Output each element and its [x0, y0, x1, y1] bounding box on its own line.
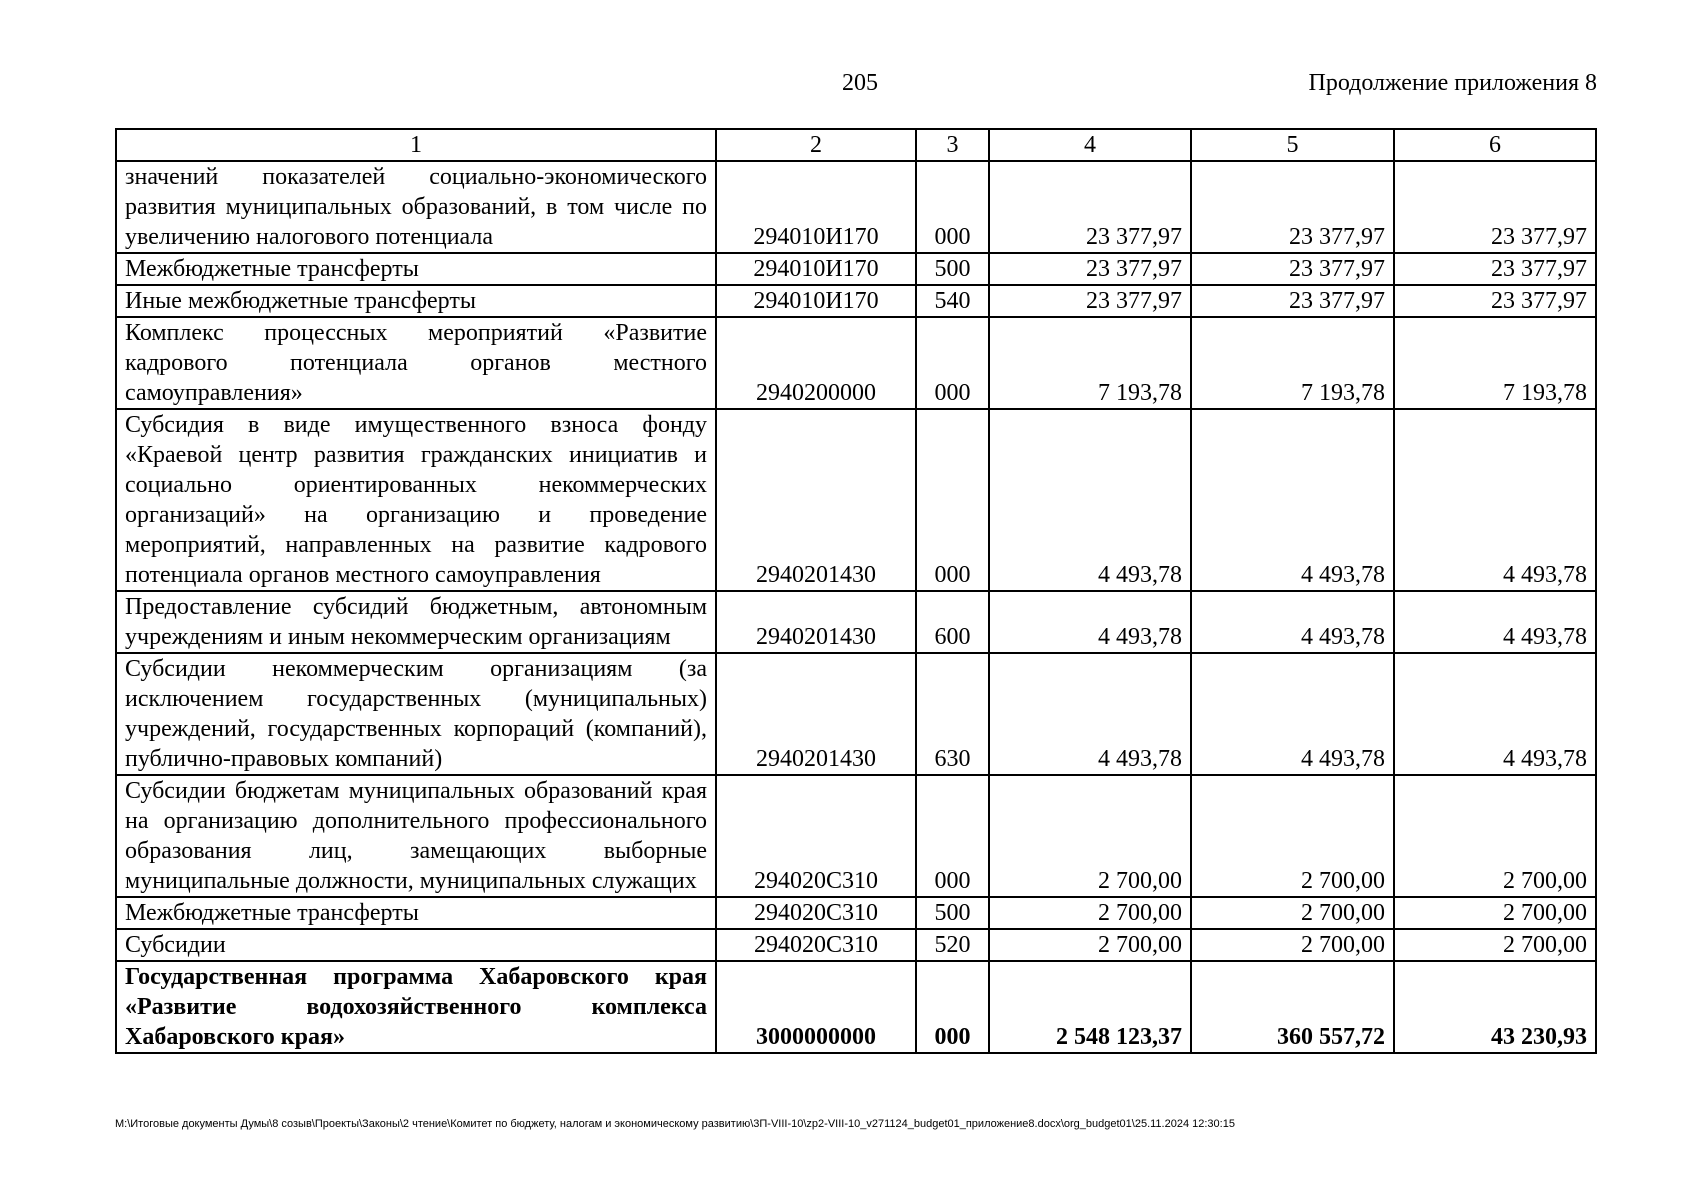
row-description: Государственная программа Хабаровского края «Развитие водохозяйственного комплекса Хабаровского края» — [116, 961, 716, 1053]
table-row — [116, 161, 1596, 253]
amount-col-6: 2 700,00 — [1394, 929, 1596, 961]
amount-col-5: 23 377,97 — [1191, 253, 1394, 285]
amount-col-4: 23 377,97 — [989, 285, 1191, 317]
table-row — [116, 409, 1596, 591]
amount-col-6: 23 377,97 — [1394, 161, 1596, 253]
column-header: 5 — [1191, 129, 1394, 161]
row-description: Субсидии бюджетам муниципальных образований края на организацию дополнительного профессионального образования лиц, замещающих выборные муниципальные должности, муниципальных служащих — [116, 775, 716, 897]
budget-table — [115, 128, 1597, 1054]
column-header: 6 — [1394, 129, 1596, 161]
table-row — [116, 253, 1596, 285]
amount-col-4: 4 493,78 — [989, 409, 1191, 591]
expense-type-code: 500 — [916, 253, 989, 285]
row-description: Субсидии — [116, 929, 716, 961]
amount-col-5: 2 700,00 — [1191, 929, 1394, 961]
amount-col-6: 4 493,78 — [1394, 409, 1596, 591]
amount-col-4: 23 377,97 — [989, 161, 1191, 253]
amount-col-4: 4 493,78 — [989, 653, 1191, 775]
amount-col-6: 43 230,93 — [1394, 961, 1596, 1053]
row-description: Межбюджетные трансферты — [116, 253, 716, 285]
expense-type-code: 000 — [916, 961, 989, 1053]
amount-col-6: 7 193,78 — [1394, 317, 1596, 409]
table-row — [116, 285, 1596, 317]
target-article-code: 294010И170 — [716, 285, 916, 317]
amount-col-6: 2 700,00 — [1394, 897, 1596, 929]
row-description: значений показателей социально-экономического развития муниципальных образований, в том числе по увеличению налогового потенциала — [116, 161, 716, 253]
target-article-code: 2940201430 — [716, 591, 916, 653]
expense-type-code: 540 — [916, 285, 989, 317]
amount-col-6: 2 700,00 — [1394, 775, 1596, 897]
row-description: Комплекс процессных мероприятий «Развитие кадрового потенциала органов местного самоуправления» — [116, 317, 716, 409]
table-row — [116, 653, 1596, 775]
amount-col-5: 7 193,78 — [1191, 317, 1394, 409]
amount-col-5: 2 700,00 — [1191, 775, 1394, 897]
column-header: 4 — [989, 129, 1191, 161]
table-row — [116, 897, 1596, 929]
amount-col-5: 23 377,97 — [1191, 161, 1394, 253]
expense-type-code: 520 — [916, 929, 989, 961]
amount-col-4: 2 700,00 — [989, 897, 1191, 929]
target-article-code: 294010И170 — [716, 161, 916, 253]
expense-type-code: 630 — [916, 653, 989, 775]
amount-col-5: 4 493,78 — [1191, 653, 1394, 775]
page-number: 205 — [842, 70, 878, 96]
target-article-code: 3000000000 — [716, 961, 916, 1053]
amount-col-4: 2 700,00 — [989, 775, 1191, 897]
column-header: 1 — [116, 129, 716, 161]
amount-col-6: 23 377,97 — [1394, 285, 1596, 317]
amount-col-6: 23 377,97 — [1394, 253, 1596, 285]
expense-type-code: 500 — [916, 897, 989, 929]
amount-col-5: 4 493,78 — [1191, 591, 1394, 653]
amount-col-5: 360 557,72 — [1191, 961, 1394, 1053]
table-row — [116, 317, 1596, 409]
appendix-continuation-label: Продолжение приложения 8 — [1308, 70, 1597, 96]
amount-col-4: 2 700,00 — [989, 929, 1191, 961]
amount-col-6: 4 493,78 — [1394, 653, 1596, 775]
target-article-code: 294020С310 — [716, 775, 916, 897]
amount-col-4: 4 493,78 — [989, 591, 1191, 653]
table-row — [116, 591, 1596, 653]
row-description: Предоставление субсидий бюджетным, автономным учреждениям и иным некоммерческим организациям — [116, 591, 716, 653]
amount-col-4: 2 548 123,37 — [989, 961, 1191, 1053]
row-description: Субсидия в виде имущественного взноса фонду «Краевой центр развития гражданских инициатив и социально ориентированных некоммерческих организаций» на организацию и проведение мероприятий, направленных на развитие кадрового потенциала органов местного самоуправления — [116, 409, 716, 591]
amount-col-6: 4 493,78 — [1394, 591, 1596, 653]
amount-col-4: 7 193,78 — [989, 317, 1191, 409]
target-article-code: 294020С310 — [716, 929, 916, 961]
amount-col-4: 23 377,97 — [989, 253, 1191, 285]
amount-col-5: 23 377,97 — [1191, 285, 1394, 317]
expense-type-code: 000 — [916, 775, 989, 897]
table-row — [116, 929, 1596, 961]
row-description: Иные межбюджетные трансферты — [116, 285, 716, 317]
expense-type-code: 000 — [916, 161, 989, 253]
table-row — [116, 775, 1596, 897]
table-header-row — [116, 129, 1596, 161]
expense-type-code: 600 — [916, 591, 989, 653]
row-description: Межбюджетные трансферты — [116, 897, 716, 929]
target-article-code: 2940201430 — [716, 653, 916, 775]
row-description: Субсидии некоммерческим организациям (за исключением государственных (муниципальных) учреждений, государственных корпораций (компаний), публично-правовых компаний) — [116, 653, 716, 775]
expense-type-code: 000 — [916, 409, 989, 591]
target-article-code: 2940201430 — [716, 409, 916, 591]
expense-type-code: 000 — [916, 317, 989, 409]
target-article-code: 294020С310 — [716, 897, 916, 929]
target-article-code: 2940200000 — [716, 317, 916, 409]
table-row-program-total — [116, 961, 1596, 1053]
column-header: 3 — [916, 129, 989, 161]
target-article-code: 294010И170 — [716, 253, 916, 285]
document-file-path: M:\Итоговые документы Думы\8 созыв\Проекты\Законы\2 чтение\Комитет по бюджету, налогам и экономическому развитию\3П-VIII-10\zp2-VIII-10_v271124_budget01_приложение8.docx\org_budget01\25.11.2024 12:30:15 — [115, 1118, 1235, 1130]
amount-col-5: 2 700,00 — [1191, 897, 1394, 929]
amount-col-5: 4 493,78 — [1191, 409, 1394, 591]
column-header: 2 — [716, 129, 916, 161]
